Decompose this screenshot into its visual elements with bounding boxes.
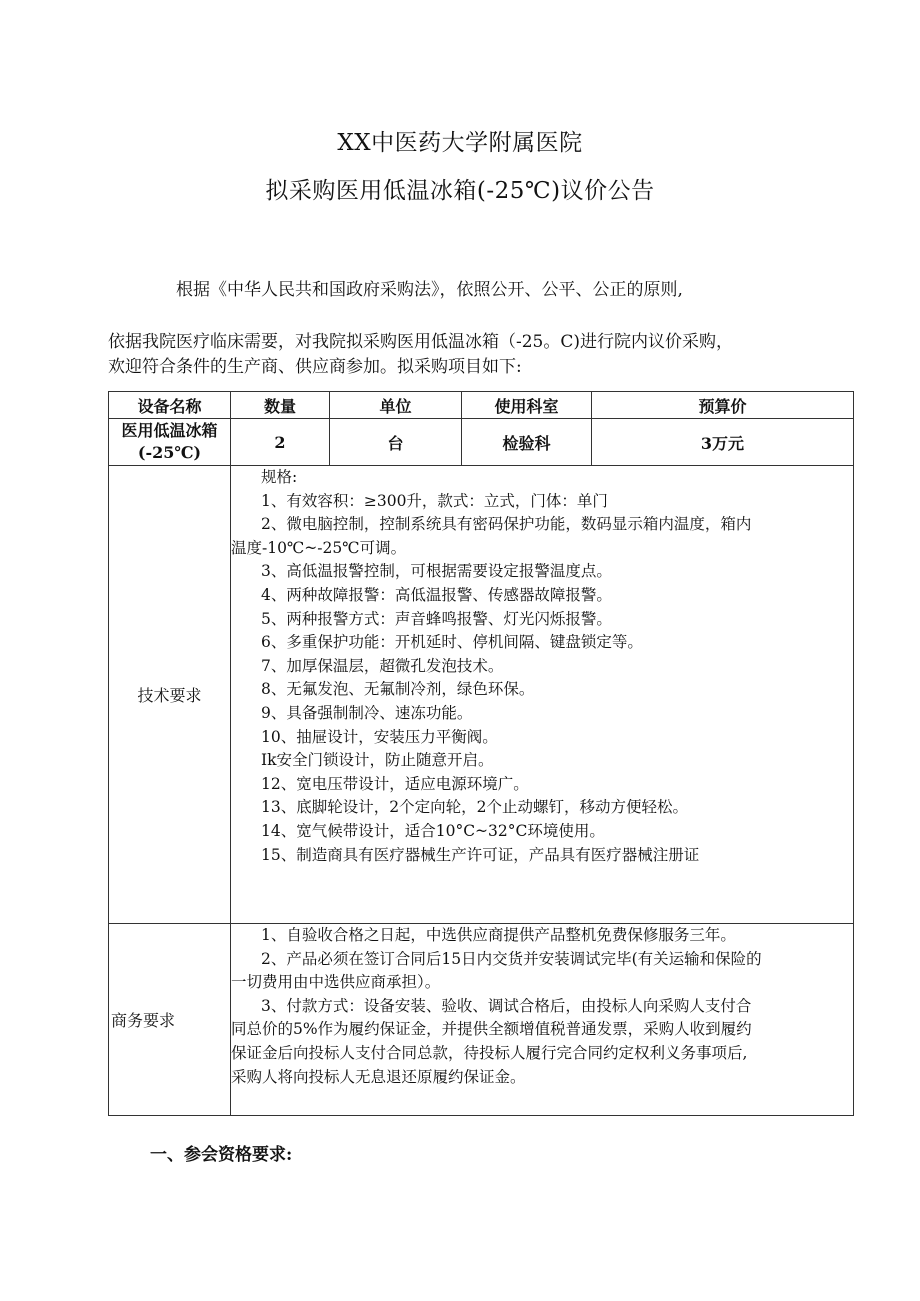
business-requirement-line: 同总价的5%作为履约保证金，并提供全额增值税普通发票，采购人收到履约	[231, 1020, 752, 1039]
business-requirements-label: 商务要求	[109, 924, 231, 1116]
department-cell: 检验科	[462, 419, 592, 466]
tech-requirement-line: 14、宽气候带设计，适合10°C~32°C环境使用。	[261, 821, 605, 840]
section-heading-qualifications: 一、参会资格要求:	[150, 1145, 293, 1165]
device-temp: (-25℃)	[137, 443, 202, 462]
header-department: 使用科室	[462, 392, 592, 419]
tech-requirement-line: 1、有效容积：≥300升，款式：立式，门体：单门	[261, 491, 608, 510]
device-name: 医用低温冰箱	[121, 421, 218, 440]
tech-requirement-line: 15、制造商具有医疗器械生产许可证，产品具有医疗器械注册证	[261, 845, 700, 864]
business-requirement-line: 2、产品必须在签订合同后15日内交货并安装调试完毕(有关运输和保险的	[261, 949, 762, 968]
tech-requirement-line: 4、两种故障报警：高低温报警、传感器故障报警。	[261, 585, 612, 604]
intro-paragraph-3: 欢迎符合条件的生产商、供应商参加。拟采购项目如下:	[108, 357, 522, 377]
tech-requirement-line: 6、多重保护功能：开机延时、停机间隔、键盘锁定等。	[261, 633, 643, 652]
tech-requirements-body	[231, 466, 854, 924]
tech-requirement-line: 规格:	[261, 468, 298, 486]
business-requirement-line: 保证金后向投标人支付合同总款，待投标人履行完合同约定权利义务事项后,	[231, 1043, 748, 1062]
intro-paragraph-2: 依据我院医疗临床需要，对我院拟采购医用低温冰箱（-25。C)进行院内议价采购，	[108, 332, 734, 352]
business-requirements-row	[109, 924, 854, 1116]
table-header-row	[109, 392, 854, 419]
intro-paragraph-1: 根据《中华人民共和国政府采购法》，依照公开、公平、公正的原则,	[176, 280, 683, 300]
tech-requirement-line: 13、底脚轮设计，2个定向轮，2个止动螺钉，移动方便轻松。	[261, 798, 688, 817]
notice-title: 拟采购医用低温冰箱(-25℃)议价公告	[265, 178, 655, 204]
tech-requirement-line: 2、微电脑控制，控制系统具有密码保护功能，数码显示箱内温度，箱内	[261, 515, 752, 534]
header-device-name: 设备名称	[109, 392, 231, 419]
business-requirements-body	[231, 924, 854, 1116]
quantity-cell: 2	[231, 419, 330, 466]
tech-requirements-label: 技术要求	[109, 466, 231, 924]
business-requirement-line: 采购人将向投标人无息退还原履约保证金。	[231, 1067, 526, 1086]
tech-requirement-line: 12、宽电压带设计，适应电源环境广。	[261, 774, 529, 793]
hospital-title: XX中医药大学附属医院	[337, 130, 583, 156]
tech-requirement-line: 7、加厚保温层，超微孔发泡技术。	[261, 656, 504, 675]
tech-requirement-line: Ik安全门锁设计，防止随意开启。	[261, 751, 494, 770]
table-row	[109, 419, 854, 466]
header-quantity: 数量	[231, 392, 330, 419]
business-requirement-line: 1、自验收合格之日起，中选供应商提供产品整机免费保修服务三年。	[261, 926, 736, 944]
business-requirement-line: 一切费用由中选供应商承担）。	[231, 973, 441, 992]
header-unit: 单位	[330, 392, 462, 419]
tech-requirements-row	[109, 466, 854, 924]
header-budget: 预算价	[592, 392, 854, 419]
tech-requirement-line: 5、两种报警方式：声音蜂鸣报警、灯光闪烁报警。	[261, 609, 612, 628]
unit-cell: 台	[330, 419, 462, 466]
budget-cell: 3万元	[592, 419, 854, 466]
tech-requirement-line: 3、高低温报警控制，可根据需要设定报警温度点。	[261, 562, 612, 581]
business-requirement-line: 3、付款方式：设备安装、验收、调试合格后，由投标人向采购人支付合	[261, 996, 752, 1015]
tech-requirement-line: 8、无氟发泡、无氟制冷剂，绿色环保。	[261, 680, 535, 699]
procurement-table	[108, 391, 854, 1116]
device-name-cell	[109, 419, 231, 466]
tech-requirement-line: 温度-10℃~-25℃可调。	[231, 538, 407, 557]
tech-requirement-line: 9、具备强制制冷、速冻功能。	[261, 703, 473, 722]
tech-requirement-line: 10、抽屉设计，安装压力平衡阀。	[261, 727, 498, 746]
